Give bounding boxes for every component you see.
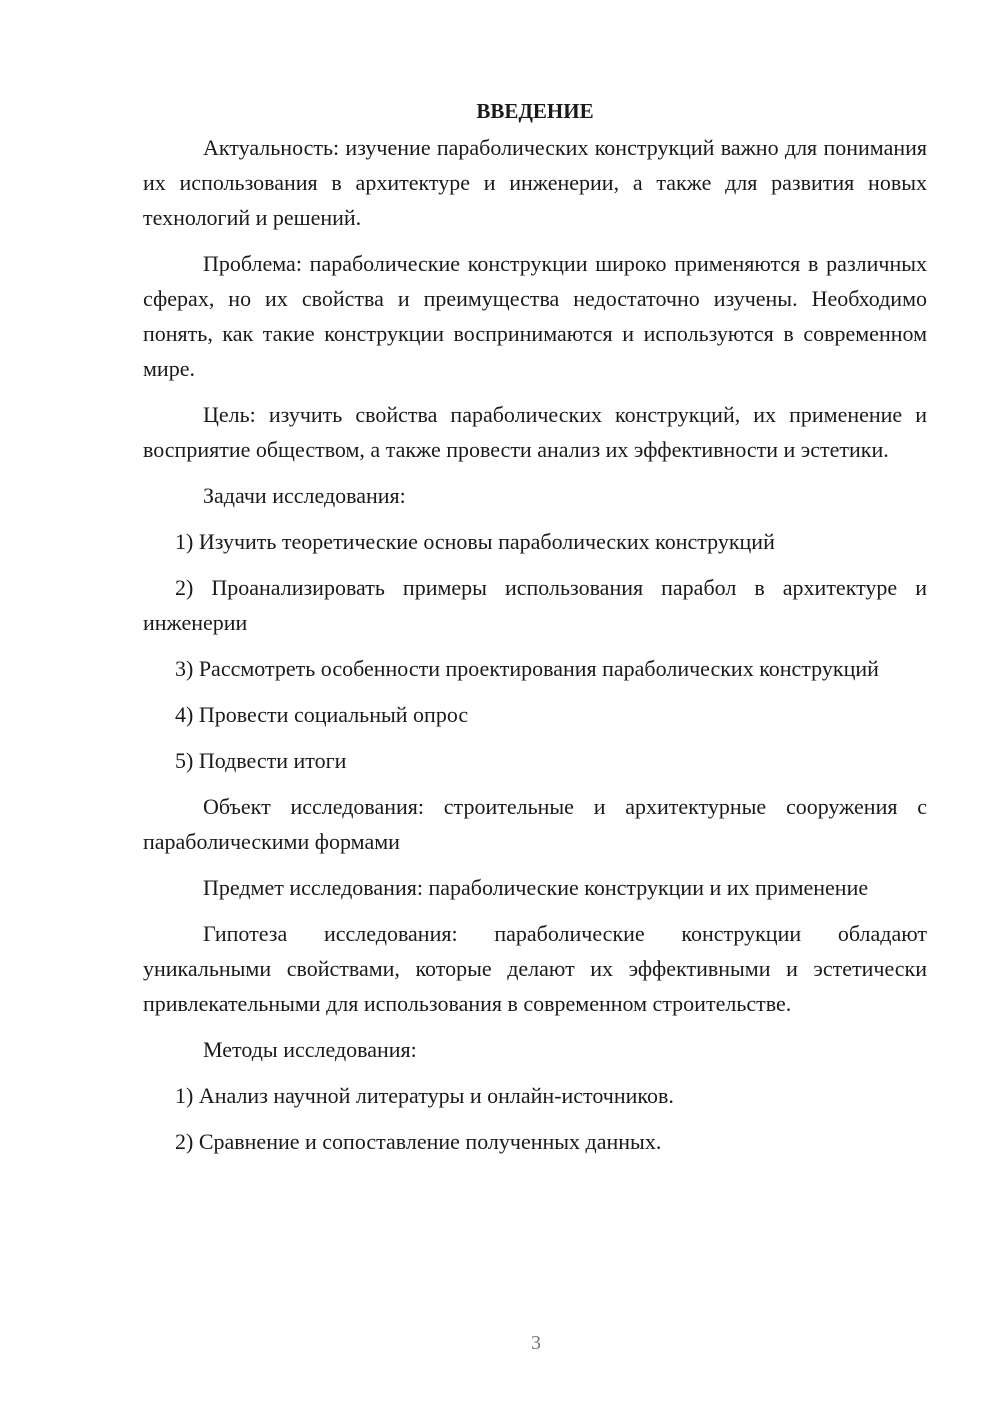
paragraph-tasks-heading: Задачи исследования:: [203, 483, 406, 508]
paragraph-object: Объект исследования: строительные и архитектурные сооружения с параболическими формами: [143, 794, 927, 854]
page-title: ВВЕДЕНИЕ: [476, 99, 594, 123]
paragraph-goal: Цель: изучить свойства параболических конструкций, их применение и восприятие обществом, а также провести анализ их эффективности и эстетики.: [143, 402, 927, 462]
list-item-task-2: 2) Проанализировать примеры использования парабол в архитектуре и инженерии: [143, 575, 927, 635]
paragraph-relevance: Актуальность: изучение параболических конструкций важно для понимания их использования в архитектуре и инженерии, а также для развития новых технологий и решений.: [143, 135, 927, 230]
paragraph-methods-heading: Методы исследования:: [203, 1037, 417, 1062]
paragraph-subject: Предмет исследования: параболические конструкции и их применение: [203, 875, 869, 900]
list-item-task-4: 4) Провести социальный опрос: [175, 702, 469, 727]
list-item-task-1: 1) Изучить теоретические основы параболических конструкций: [175, 529, 775, 554]
list-item-method-2: 2) Сравнение и сопоставление полученных данных.: [175, 1129, 662, 1154]
page-content: [143, 96, 927, 1170]
list-item-task-5: 5) Подвести итоги: [175, 748, 347, 773]
paragraph-hypothesis: Гипотеза исследования: параболические конструкции обладают уникальными свойствами, которые делают их эффективными и эстетически привлекательными для использования в современном строительстве.: [143, 921, 927, 1016]
paragraph-problem: Проблема: параболические конструкции широко применяются в различных сферах, но их свойства и преимущества недостаточно изучены. Необходимо понять, как такие конструкции воспринимаются и используются в современном мире.: [143, 251, 927, 381]
page-number: 3: [531, 1332, 541, 1354]
list-item-method-1: 1) Анализ научной литературы и онлайн-источников.: [175, 1083, 674, 1108]
list-item-task-3: 3) Рассмотреть особенности проектирования параболических конструкций: [175, 656, 879, 681]
